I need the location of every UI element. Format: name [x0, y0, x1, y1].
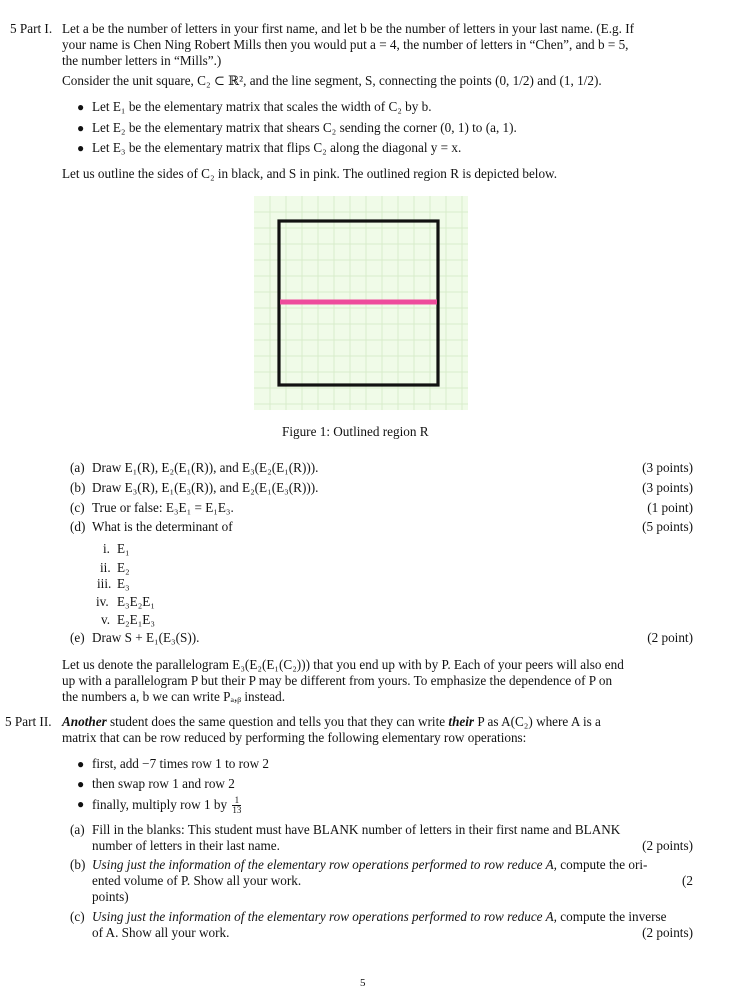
question-b-label: (b) — [70, 480, 86, 495]
question-b-text: Draw E₃(R), E₁(E₃(R)), and E₂(E₁(E₃(R))). — [92, 480, 319, 495]
part1-intro-line1: Let a be the number of letters in your first name, and let b be the number of letters in your last name. (E.g. If — [62, 21, 635, 36]
part2-question-b-points: (2 — [682, 873, 693, 888]
question-c-points: (1 point) — [647, 500, 693, 515]
fraction-numerator: 1 — [232, 796, 241, 806]
question-e-label: (e) — [70, 630, 85, 645]
bullet-dot: ● — [77, 777, 85, 791]
part2-question-c-line2: of A. Show all your work. — [92, 925, 230, 940]
page-number: 5 — [360, 977, 366, 989]
part2-question-a-label: (a) — [70, 822, 85, 837]
question-b-points: (3 points) — [642, 480, 693, 495]
part2-question-a-line2: number of letters in their last name. — [92, 838, 280, 853]
subitem-label: i. — [103, 541, 110, 556]
part2-question-b-line2: ented volume of P. Show all your work. — [92, 873, 302, 888]
part1-intro-line3: the number letters in “Mills”.) — [62, 53, 222, 68]
part2-question-c-label: (c) — [70, 909, 85, 924]
part1-intro-line2: your name is Chen Ning Robert Mills then you would put a = 4, the number of letters in “Chen”, and b = 5, — [62, 37, 629, 52]
part2-bullet-1: first, add −7 times row 1 to row 2 — [92, 756, 270, 771]
question-a-label: (a) — [70, 460, 85, 475]
part2-question-b-label: (b) — [70, 857, 86, 872]
question-e-points: (2 point) — [647, 630, 693, 645]
part2-intro-line1 — [62, 714, 601, 730]
subitem-label: v. — [101, 612, 111, 627]
part2-another: Another — [62, 714, 107, 729]
subitem-text: E₁ — [117, 541, 130, 556]
bullet-dot: ● — [77, 121, 85, 135]
figure-caption: Figure 1: Outlined region R — [282, 424, 429, 439]
question-c-label: (c) — [70, 500, 85, 515]
fraction-denominator: 13 — [232, 805, 242, 815]
part2-question-c-line1 — [92, 909, 666, 925]
part2-question-a-points: (2 points) — [642, 838, 693, 853]
question-d-points: (5 points) — [642, 519, 693, 534]
subitem-text: E₂E₁E₃ — [117, 612, 155, 627]
part2-bullet-3-text: finally, multiply row 1 by — [92, 797, 228, 812]
part1-bullet-1: Let E₁ be the elementary matrix that scales the width of C₂ by b. — [92, 99, 432, 114]
part1-paragraph-line1: Let us denote the parallelogram E₃(E₂(E₁(C₂))) that you end up with by P. Each of your peers will also end — [62, 657, 624, 672]
question-d-text: What is the determinant of — [92, 519, 233, 534]
bullet-dot: ● — [77, 757, 85, 771]
subitem-label: ii. — [100, 560, 111, 575]
subitem-label: iii. — [97, 576, 112, 591]
fraction-one-thirteenth — [232, 796, 241, 815]
part2-bullet-2: then swap row 1 and row 2 — [92, 776, 235, 791]
part2-question-c-points: (2 points) — [642, 925, 693, 940]
part2-question-a-line1: Fill in the blanks: This student must have BLANK number of letters in their first name and BLANK — [92, 822, 621, 837]
part1-outline-text: Let us outline the sides of C₂ in black, and S in pink. The outlined region R is depicted below. — [62, 166, 558, 181]
question-e-text: Draw S + E₁(E₃(S)). — [92, 630, 200, 645]
part2-intro-line2: matrix that can be row reduced by performing the following elementary row operations: — [62, 730, 527, 745]
part1-paragraph-line3: the numbers a, b we can write Pₐ,ᵦ instead. — [62, 689, 286, 704]
bullet-dot: ● — [77, 141, 85, 155]
bullet-dot: ● — [77, 797, 85, 811]
part2-question-b-points-cont: points) — [92, 889, 129, 904]
question-d-label: (d) — [70, 519, 86, 534]
question-a-text: Draw E₁(R), E₂(E₁(R)), and E₃(E₂(E₁(R))). — [92, 460, 319, 475]
subitem-text: E₂ — [117, 560, 130, 575]
part2-label: 5 Part II. — [5, 714, 52, 729]
subitem-label: iv. — [96, 594, 109, 609]
part2-question-c-rest: compute the inverse — [556, 909, 667, 924]
question-a-points: (3 points) — [642, 460, 693, 475]
part1-paragraph-line2: up with a parallelogram P but their P may be different from yours. To emphasize the dependence of P on — [62, 673, 613, 688]
subitem-text: E₃ — [117, 576, 130, 591]
part2-question-b-line1 — [92, 857, 647, 873]
part2-intro-end: P as A(C₂) where A is a — [474, 714, 601, 729]
subitem-text: E₃E₂E₁ — [117, 594, 155, 609]
part2-intro-mid: student does the same question and tells you that they can write — [106, 714, 449, 729]
part2-question-b-rest: compute the ori- — [556, 857, 648, 872]
part1-label: 5 Part I. — [10, 21, 53, 36]
question-c-text: True or false: E₃E₁ = E₁E₃. — [92, 500, 234, 515]
part1-bullet-2: Let E₂ be the elementary matrix that shears C₂ sending the corner (0, 1) to (a, 1). — [92, 120, 517, 135]
part2-question-b-italic: Using just the information of the elementary row operations performed to row reduce A, — [92, 857, 557, 872]
part2-bullet-3 — [92, 796, 241, 815]
part2-their: their — [448, 714, 475, 729]
bullet-dot: ● — [77, 100, 85, 114]
part2-question-c-italic: Using just the information of the elementary row operations performed to row reduce A, — [92, 909, 557, 924]
part1-consider: Consider the unit square, C₂ ⊂ ℝ², and the line segment, S, connecting the points (0, 1/2) and (1, 1/2). — [62, 73, 602, 88]
part1-bullet-3: Let E₃ be the elementary matrix that flips C₂ along the diagonal y = x. — [92, 140, 462, 155]
outlined-region-figure — [254, 196, 468, 410]
